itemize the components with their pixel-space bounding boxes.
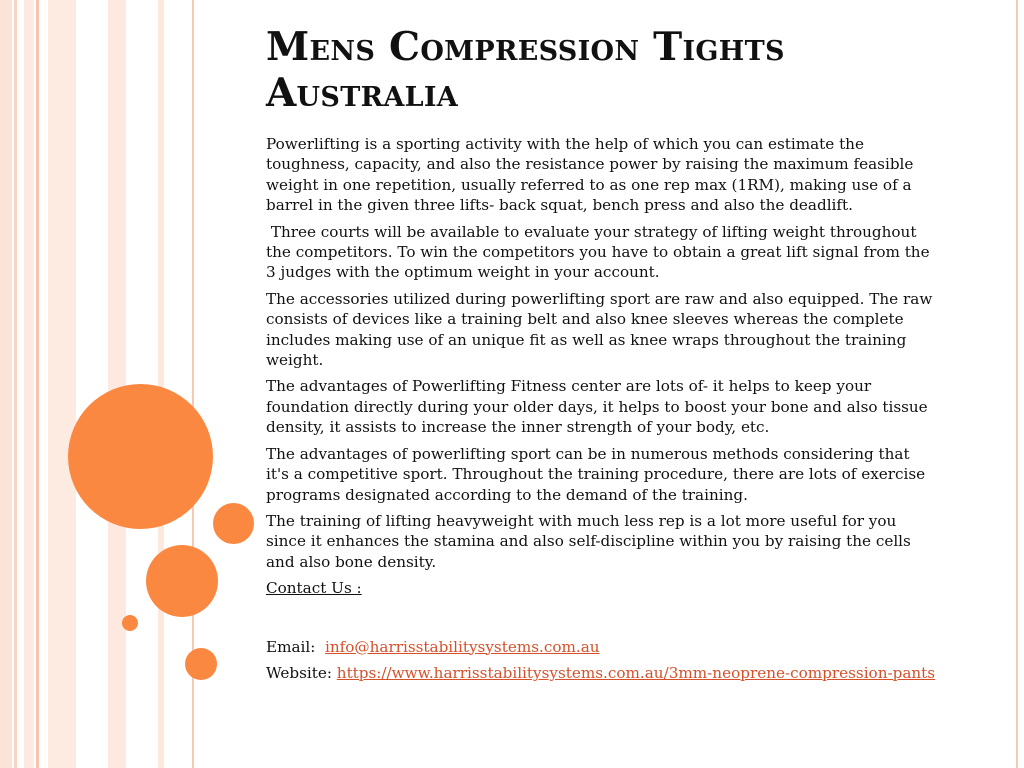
website-line [266,663,936,683]
decorative-stripe-6 [108,0,126,768]
paragraph-4: The advantages of Powerlifting Fitness center are lots of- it helps to keep your foundation directly during your older days, it helps to boost your bone and also tissue density, it assists to increase the inner strength of your body, etc. [266,377,928,437]
decorative-stripe-2 [14,0,17,768]
paragraph-1: Powerlifting is a sporting activity with the help of which you can estimate the toughness, capacity, and also the resistance power by raising the maximum feasible weight in one repetition, usually referred to as one rep max (1RM), making use of a barrel in the given three lifts- back squat, bench press and also the deadlift. [266,135,919,215]
title-line-2: Australia [266,70,459,116]
title-line-1: Mens Compression Tights [266,24,785,70]
decorative-circle-medium [213,503,254,544]
decorative-stripe-3 [24,0,34,768]
paragraph-3: The accessories utilized during powerlifting sport are raw and also equipped. The raw consists of devices like a training belt and also knee sleeves whereas the complete includes making use of an unique fit as well as knee wraps throughout the training weight. [266,289,933,370]
email-line [266,637,936,657]
email-label: Email: [266,637,326,656]
page-title [266,24,936,116]
decorative-stripe-1 [0,0,12,768]
decorative-stripe-5 [48,0,76,768]
website-link[interactable]: https://www.harrisstabilitysystems.com.au/3mm-neoprene-compression-pants [336,663,936,682]
paragraph-6: The training of lifting heavyweight with much less rep is a lot more useful for you since it enhances the stamina and also self-discipline within you by raising the cells and also bone density. [266,511,911,571]
contact-heading: Contact Us : [266,579,362,598]
email-link[interactable]: info@harrisstabilitysystems.com.au [325,637,600,656]
decorative-circle-small [185,648,217,680]
decorative-stripe-4 [36,0,39,768]
paragraph-5: The advantages of powerlifting sport can be in numerous methods considering that it's a competitive sport. Throughout the training procedure, there are lots of exercise programs designated according to the demand of the training. [266,444,926,504]
decorative-circle-mid-large [146,545,218,617]
main-content [266,24,936,689]
decorative-stripe-right [1016,0,1018,768]
decorative-circle-large [68,384,213,529]
website-label: Website: [266,663,337,682]
decorative-stripe-7 [158,0,164,768]
paragraph-2: Three courts will be available to evaluate your strategy of lifting weight throughout the competitors. To win the competitors you have to obtain a great lift signal from the 3 judges with the optimum weight in your account. [266,222,935,282]
decorative-circle-tiny [122,615,138,631]
